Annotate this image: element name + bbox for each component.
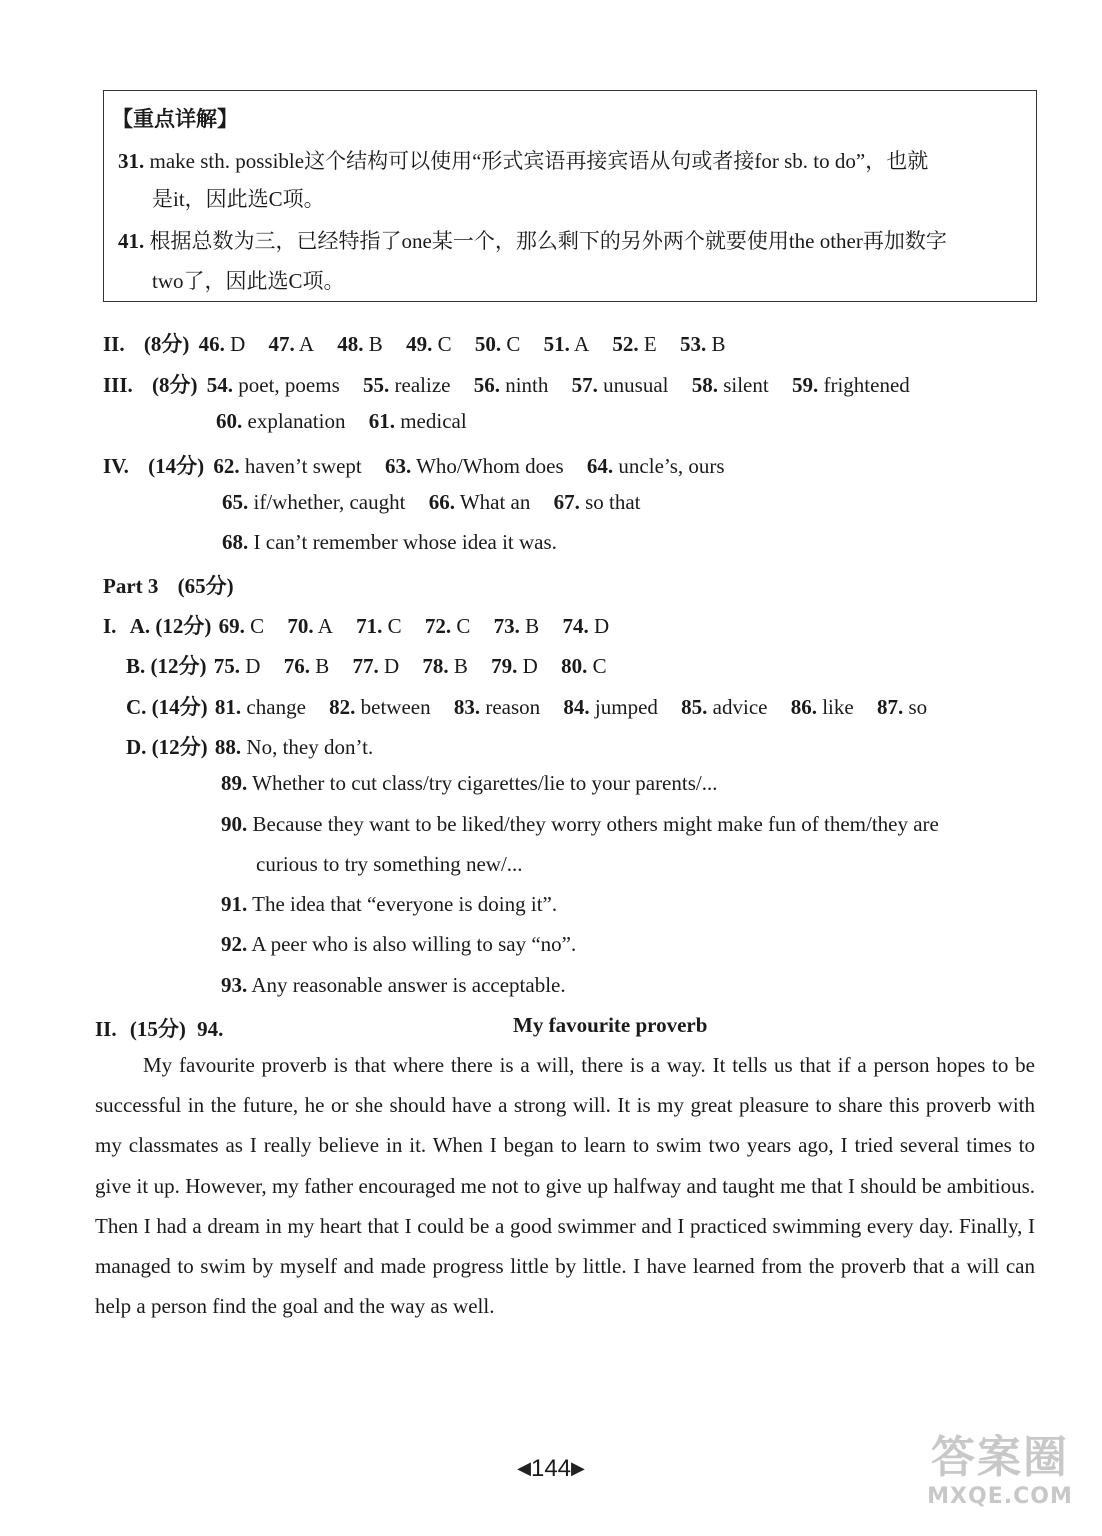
answer-item: 66. What an: [428, 490, 531, 514]
answer-item: 50. C: [474, 332, 521, 356]
section-score: (12分): [155, 614, 212, 638]
answer-item: 84. jumped: [563, 695, 658, 719]
answer-item: 79. D: [491, 654, 538, 678]
explanation-31: [118, 145, 928, 175]
part3-section-a: [103, 610, 609, 640]
answer-item: 68. I can’t remember whose idea it was.: [222, 530, 557, 554]
section-label: II.: [95, 1017, 117, 1041]
right-triangle-icon: ▶: [571, 1458, 585, 1478]
part-title: Part 3: [103, 574, 159, 598]
sub-label: D.: [126, 735, 147, 759]
watermark-logo: [920, 1432, 1080, 1522]
section-score: (8分): [152, 373, 198, 397]
question-number: 31.: [118, 149, 145, 173]
answer-item: 54. poet, poems: [206, 373, 340, 397]
section-score: (8分): [143, 332, 190, 356]
section-label: II.: [103, 332, 125, 356]
part-score: (65分): [177, 574, 234, 598]
section-iii-answers-cont: [216, 409, 467, 434]
answer-item: 74. D: [562, 614, 610, 638]
answer-item: 48. B: [337, 332, 383, 356]
section-score: (14分): [151, 695, 208, 719]
explanation-text: make sth. possible这个结构可以使用“形式宾语再接宾语从句或者接for sb. to do”，也就: [149, 149, 929, 173]
section-iii-answers: [103, 369, 910, 399]
answer-item: 60. explanation: [216, 409, 346, 433]
section-score: (14分): [148, 454, 205, 478]
part3-section-d: [126, 731, 373, 761]
section-score: (12分): [150, 654, 207, 678]
watermark-domain: MXQE.COM: [927, 1484, 1073, 1509]
answer-item: 55. realize: [363, 373, 451, 397]
answer-item: 46. D: [198, 332, 246, 356]
answer-item: 69. C: [218, 614, 265, 638]
sub-label: B.: [126, 654, 146, 678]
essay-heading: [95, 1013, 223, 1043]
answer-item: 65. if/whether, caught: [222, 490, 406, 514]
answer-item: 56. ninth: [473, 373, 549, 397]
answer-item: 80. C: [561, 654, 607, 678]
question-number: 41.: [118, 229, 145, 253]
answer-item: 75. D: [213, 654, 261, 678]
section-iv-answers-cont2: [222, 530, 557, 555]
section-ii-answers: [103, 328, 725, 358]
answer-item: 61. medical: [368, 409, 467, 433]
answer-item: 77. D: [352, 654, 400, 678]
answer-item: 72. C: [424, 614, 471, 638]
section-iv-answers-cont: [222, 490, 641, 515]
answer-item: 57. unusual: [571, 373, 669, 397]
essay-paragraph: My favourite proverb is that where there is a will, there is a way. It tells us that if a person hopes to be successful in the future, he or she should have a strong will. It is my great pleasure to share this proverb with my classmates as I really believe in it. When I began to learn to swim two years ago, I tried several times to give it up. However, my father encouraged me not to give up halfway and taught me that I should be ambitious. Then I had a dream in my heart that I could be a good swimmer and I practiced swimming every day. Finally, I managed to swim by myself and made progress little by little. I have learned from the proverb that a will can help a person find the goal and the way as well.: [95, 1053, 1035, 1319]
answer-item: 59. frightened: [791, 373, 910, 397]
answer-item: 71. C: [356, 614, 402, 638]
answer-item: 93. Any reasonable answer is acceptable.: [221, 973, 566, 997]
section-label: IV.: [103, 454, 129, 478]
explanation-41-cont: two了，因此选C项。: [152, 269, 345, 293]
explanation-41: [118, 225, 947, 255]
question-number: 94.: [197, 1017, 224, 1041]
section-score: (15分): [129, 1017, 186, 1041]
section-label: III.: [103, 373, 133, 397]
part3-section-b: [126, 650, 607, 680]
answer-item: 76. B: [283, 654, 330, 678]
answer-item: 83. reason: [453, 695, 541, 719]
answer-item: 58. silent: [691, 373, 769, 397]
watermark-text: 答案圈: [931, 1432, 1069, 1483]
section-label: I.: [103, 614, 117, 638]
part-3-heading: [103, 570, 234, 600]
answer-item: 89. Whether to cut class/try cigarettes/lie to your parents/...: [221, 771, 718, 795]
answer-item: 51. A: [543, 332, 590, 356]
answer-item: 87. so: [876, 695, 928, 719]
answer-item: 63. Who/Whom does: [384, 454, 564, 478]
answer-item: 85. advice: [681, 695, 768, 719]
box-title: 【重点详解】: [112, 107, 238, 131]
answer-item: 86. like: [790, 695, 854, 719]
sub-label: A.: [129, 614, 151, 638]
key-explanation-box: [103, 90, 1037, 302]
answer-item: 49. C: [406, 332, 452, 356]
answer-item: 91. The idea that “everyone is doing it”.: [221, 892, 558, 916]
answer-item-cont: curious to try something new/...: [256, 852, 523, 876]
essay-title: My favourite proverb: [513, 1013, 708, 1037]
answer-item: 73. B: [493, 614, 540, 638]
section-score: (12分): [151, 735, 208, 759]
answer-item: 92. A peer who is also willing to say “no”.: [221, 932, 577, 956]
page-number: ◀144▶: [517, 1455, 585, 1482]
answer-item: 81. change: [214, 695, 306, 719]
sub-label: C.: [126, 695, 147, 719]
answer-item: 47. A: [268, 332, 315, 356]
answer-item: 88. No, they don’t.: [214, 735, 374, 759]
answer-item: 53. B: [679, 332, 726, 356]
answer-item: 82. between: [329, 695, 431, 719]
answer-item: 52. E: [612, 332, 657, 356]
answer-item: 78. B: [422, 654, 468, 678]
answer-item: 62. haven’t swept: [213, 454, 362, 478]
explanation-text: 根据总数为三，已经特指了one某一个，那么剩下的另外两个就要使用the other再加数字: [149, 229, 947, 253]
answer-item: 70. A: [287, 614, 333, 638]
left-triangle-icon: ◀: [517, 1458, 531, 1478]
answer-item: 90. Because they want to be liked/they worry others might make fun of them/they are: [221, 812, 939, 836]
answer-item: 64. uncle’s, ours: [586, 454, 725, 478]
section-iv-answers: [103, 450, 725, 480]
part3-section-c: [126, 691, 927, 721]
answer-item: 67. so that: [553, 490, 641, 514]
explanation-31-cont: 是it，因此选C项。: [152, 187, 325, 211]
